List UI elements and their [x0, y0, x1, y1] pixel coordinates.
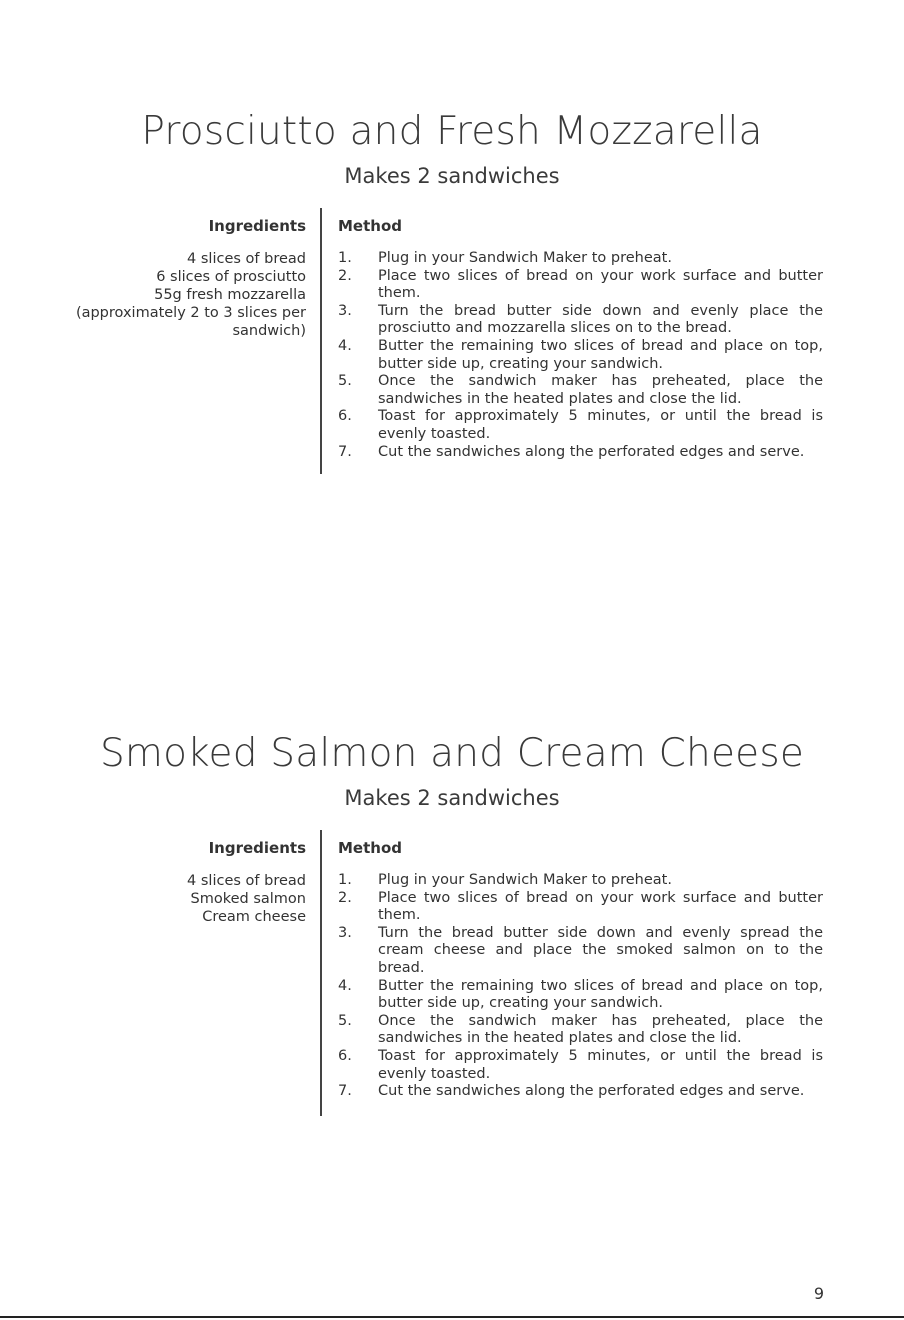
method-heading: Method	[338, 839, 402, 857]
step-number: 2.	[338, 267, 352, 284]
method-step	[338, 925, 823, 978]
step-number: 4.	[338, 977, 352, 994]
ingredients-heading: Ingredients	[208, 839, 306, 857]
step-number: 5.	[338, 1012, 352, 1029]
method-step	[338, 978, 823, 1013]
step-number: 3.	[338, 924, 352, 941]
method-heading: Method	[338, 217, 402, 235]
step-text: Once the sandwich maker has preheated, place the sandwiches in the heated plates and close the lid.	[378, 1012, 823, 1047]
page-number: 9	[813, 1284, 824, 1303]
ingredient-item: sandwich)	[232, 323, 306, 339]
step-text: Cut the sandwiches along the perforated edges and serve.	[378, 1083, 805, 1100]
recipe-title: Smoked Salmon and Cream Cheese	[99, 731, 805, 776]
step-text: Turn the bread butter side down and evenly spread the cream cheese and place the smoked salmon on to the bread.	[378, 924, 823, 976]
step-text: Butter the remaining two slices of bread and place on top, butter side up, creating your sandwich.	[378, 337, 823, 372]
method-column	[338, 838, 823, 1101]
recipe-smoked-salmon-cream-cheese	[0, 731, 904, 1100]
step-number: 4.	[338, 337, 352, 354]
column-divider	[320, 830, 322, 1116]
step-text: Toast for approximately 5 minutes, or until the bread is evenly toasted.	[378, 1047, 823, 1082]
step-number: 1.	[338, 250, 352, 266]
ingredient-item: 6 slices of prosciutto	[156, 269, 306, 285]
ingredients-column	[16, 838, 306, 926]
ingredients-list	[16, 250, 306, 340]
ingredient-item: 4 slices of bread	[187, 873, 306, 889]
step-text: Toast for approximately 5 minutes, or until the bread is evenly toasted.	[378, 408, 823, 442]
step-text: Place two slices of bread on your work surface and butter them.	[378, 267, 823, 302]
method-step	[338, 250, 823, 268]
method-step	[338, 444, 823, 462]
method-steps	[338, 872, 823, 1101]
method-step	[338, 338, 823, 373]
ingredient-item: Smoked salmon	[190, 891, 306, 907]
step-number: 2.	[338, 889, 352, 906]
step-text: Butter the remaining two slices of bread and place on top, butter side up, creating your sandwich.	[378, 977, 823, 1012]
column-divider	[320, 208, 322, 474]
ingredient-item: 4 slices of bread	[187, 251, 306, 267]
step-text: Plug in your Sandwich Maker to preheat.	[378, 872, 672, 888]
method-steps	[338, 250, 823, 461]
recipe-title: Prosciutto and Fresh Mozzarella	[141, 109, 763, 154]
method-step	[338, 1083, 823, 1101]
method-step	[338, 890, 823, 925]
step-text: Cut the sandwiches along the perforated edges and serve.	[378, 443, 805, 460]
method-step	[338, 373, 823, 408]
step-text: Turn the bread butter side down and evenly place the prosciutto and mozzarella slices on to the bread.	[378, 302, 823, 337]
ingredients-heading: Ingredients	[208, 217, 306, 235]
recipe-yield: Makes 2 sandwiches	[344, 164, 560, 188]
step-number: 7.	[338, 443, 352, 460]
step-text: Place two slices of bread on your work surface and butter them.	[378, 889, 823, 924]
step-number: 6.	[338, 1047, 352, 1064]
method-step	[338, 303, 823, 338]
step-text: Once the sandwich maker has preheated, place the sandwiches in the heated plates and close the lid.	[378, 373, 823, 407]
method-column	[338, 216, 823, 461]
ingredient-item: Cream cheese	[202, 909, 306, 925]
method-step	[338, 1048, 823, 1083]
step-number: 1.	[338, 872, 352, 888]
step-number: 5.	[338, 373, 352, 390]
method-step	[338, 872, 823, 890]
step-number: 3.	[338, 302, 352, 319]
ingredients-list	[16, 872, 306, 926]
step-number: 6.	[338, 408, 352, 425]
recipe-yield: Makes 2 sandwiches	[344, 786, 560, 810]
method-step	[338, 1013, 823, 1048]
ingredient-item: (approximately 2 to 3 slices per	[75, 305, 306, 321]
step-text: Plug in your Sandwich Maker to preheat.	[378, 250, 672, 266]
ingredient-item: 55g fresh mozzarella	[154, 287, 306, 303]
ingredients-column	[16, 216, 306, 340]
recipe-prosciutto-mozzarella	[0, 109, 904, 460]
step-number: 7.	[338, 1083, 352, 1100]
method-step	[338, 408, 823, 443]
method-step	[338, 268, 823, 303]
bottom-rule	[0, 1316, 904, 1318]
